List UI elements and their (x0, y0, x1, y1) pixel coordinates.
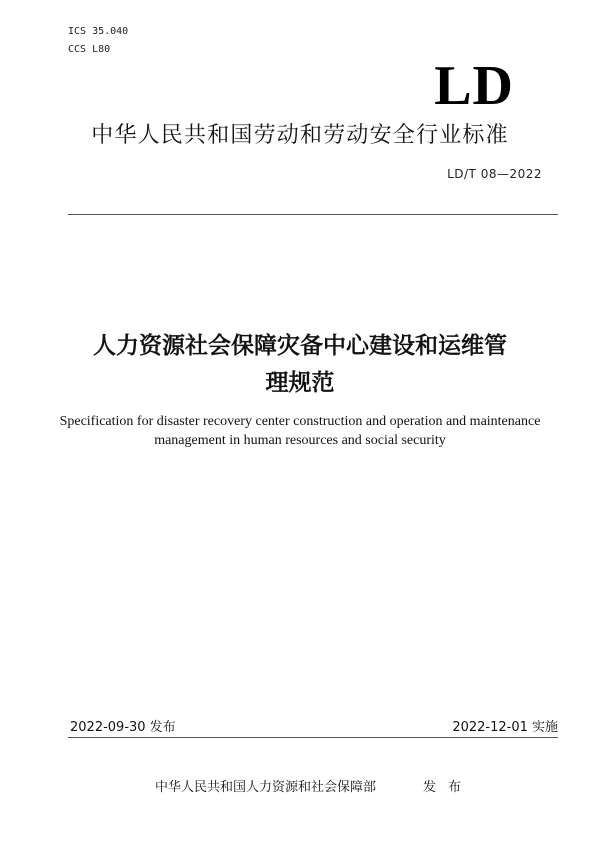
title-chinese-line-2: 理规范 (265, 370, 335, 396)
bottom-divider (68, 737, 558, 738)
standard-category: 中华人民共和国劳动和劳动安全行业标准 (91, 123, 509, 148)
implementation-date: 2022-12-01 实施 (452, 720, 558, 735)
standard-mark: LD (434, 55, 514, 117)
title-chinese-line-1: 人力资源社会保障灾备中心建设和运维管 (93, 333, 507, 359)
issue-date: 2022-09-30 发布 (70, 720, 176, 735)
publish-label: 发布 (423, 780, 474, 795)
title-english-line-2: management in human resources and social security (154, 433, 446, 448)
standard-number: LD/T 08—2022 (447, 167, 542, 181)
title-english-line-1: Specification for disaster recovery center construction and operation and maintenance (59, 414, 541, 429)
ics-code: ICS 35.040 (68, 26, 129, 37)
publisher-name: 中华人民共和国人力资源和社会保障部 (155, 780, 377, 795)
top-divider (68, 214, 558, 215)
ccs-code: CCS L80 (68, 44, 111, 55)
